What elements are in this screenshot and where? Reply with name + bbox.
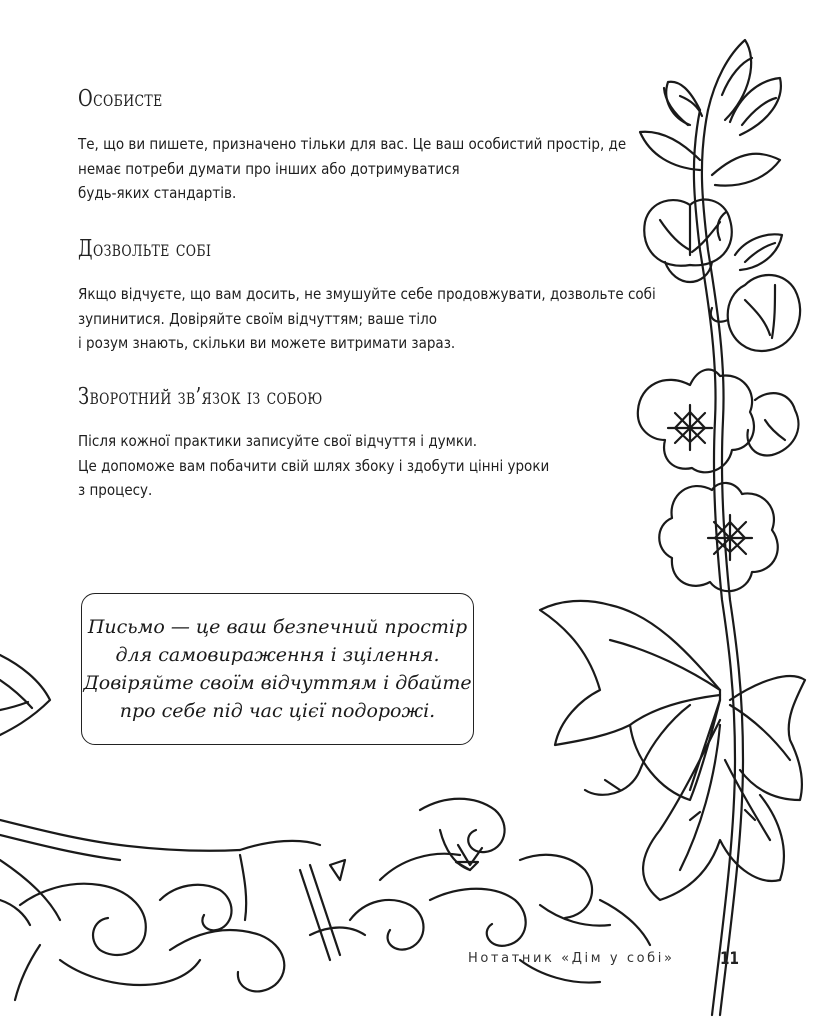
text-line: Якщо відчуєте, що вам досить, не змушуйте себе продовжувати, дозвольте собі [78,285,656,303]
text-line: немає потреби думати про інших або дотримуватися [78,159,460,178]
hollyhock-flower-icon [644,200,732,282]
quote-line: Письмо — це ваш безпечний простір [87,616,468,638]
quote-line: Довіряйте своїм відчуттям і дбайте [83,672,472,694]
hollyhock-flower-icon [638,370,754,473]
ivy-leaf-icon [540,601,720,800]
text-line: Це допоможе вам побачити свій шлях збоку і здобути цінні уроки [78,456,550,475]
hollyhock-flower-icon [711,275,800,351]
quote-line: для самовираження і зцілення. [115,644,440,666]
leaf-icon [718,212,782,270]
section-text-allow-yourself [78,282,654,356]
text-line: з процесу. [78,481,153,499]
section-heading-personal: Особисте [78,86,163,112]
page-number: 11 [720,949,739,969]
leaf-icon [0,655,50,735]
section-text-personal [78,132,654,206]
bud-icon [664,40,781,135]
section-heading-allow-yourself: Дозвольте собі [78,236,212,262]
quote-box [81,593,474,745]
hollyhock-flower-icon [659,483,778,591]
text-line: Після кожної практики записуйте свої відчуття і думки. [78,432,478,450]
text-line: будь-яких стандартів. [78,184,237,202]
quote-line: про себе під час цієї подорожі. [119,700,436,722]
leaf-icon [640,132,780,186]
footer-book-title: Нотатник «Дім у собі» [468,951,675,966]
swirl-cloud-icon [0,799,650,1000]
text-line: і розум знають, скільки ви можете витримати зараз. [78,334,456,352]
section-heading-feedback: Зворотний зв’язок із собою [78,384,323,410]
flower-stem-inner [702,110,743,1015]
text-line: Те, що ви пишете, призначено тільки для вас. Це ваш особистий простір, де [78,135,627,153]
section-text-feedback [78,429,654,503]
text-line: зупинитися. Довіряйте своїм відчуттям; ваше тіло [78,309,438,328]
ivy-leaf-icon [643,720,784,900]
